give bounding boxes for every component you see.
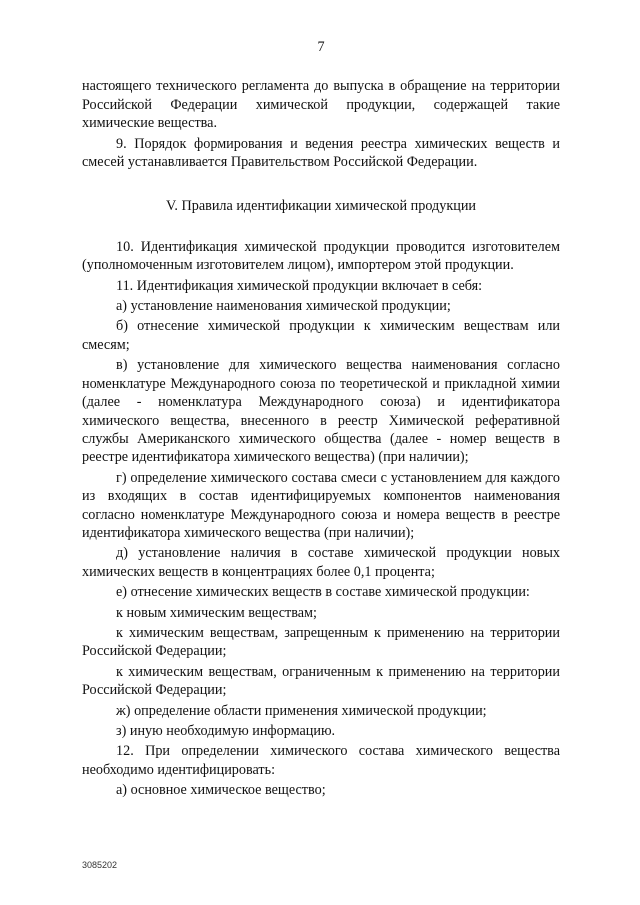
paragraph-11: 11. Идентификация химической продукции включает в себя: (116, 277, 483, 294)
list-item-z: з) иную необходимую информацию. (116, 723, 336, 739)
section-heading: V. Правила идентификации химической продукции (165, 198, 477, 215)
document-code: 3085202 (82, 860, 118, 870)
list-item-v: в) установление для химического вещества наименования согласно номенклатуре Международного союза по теоретической и прикладной химии (далее - номенклатура Международного союза) и идентификатора химического вещества, внесенного в реестр Химической реферативной службы Американского химического общества (далее - номер веществ в реестре идентификатора химического вещества) (при наличии); (82, 357, 560, 466)
list-item-d: д) установление наличия в составе химической продукции новых химических веществ в концентрациях более 0,1 процента; (82, 545, 560, 580)
paragraph-continuation: настоящего технического регламента до выпуска в обращение на территории Российской Федерации химической продукции, содержащей такие химические вещества. (82, 78, 560, 132)
list-item-b: б) отнесение химической продукции к химическим веществам или смесям; (82, 318, 560, 353)
list-item-g: г) определение химического состава смеси с установлением для каждого из входящих в состав идентифицируемых компонентов наименования согласно номенклатуре Международного союза и номера веществ в реестре идентификатора химического вещества (при наличии); (82, 469, 560, 541)
list-item-zh: ж) определение области применения химической продукции; (116, 702, 487, 719)
sub-item-prohibited: к химическим веществам, запрещенным к применению на территории Российской Федерации; (82, 624, 560, 660)
paragraph-10: 10. Идентификация химической продукции проводится изготовителем (уполномоченным изготовителем лицом), импортером этой продукции. (82, 238, 560, 274)
page-number: 7 (317, 39, 325, 55)
sub-item-restricted: к химическим веществам, ограниченным к применению на территории Российской Федерации; (82, 663, 560, 699)
list-item-e: е) отнесение химических веществ в составе химической продукции: (116, 584, 530, 601)
paragraph-9: 9. Порядок формирования и ведения реестра химических веществ и смесей устанавливается Правительством Российской Федерации. (82, 135, 560, 171)
list-item-a-main-substance: а) основное химическое вещество; (116, 782, 326, 799)
paragraph-12: 12. При определении химического состава химического вещества необходимо идентифицировать: (82, 743, 560, 778)
sub-item-new-substances: к новым химическим веществам; (116, 604, 317, 621)
list-item-a: а) установление наименования химической продукции; (116, 298, 451, 315)
